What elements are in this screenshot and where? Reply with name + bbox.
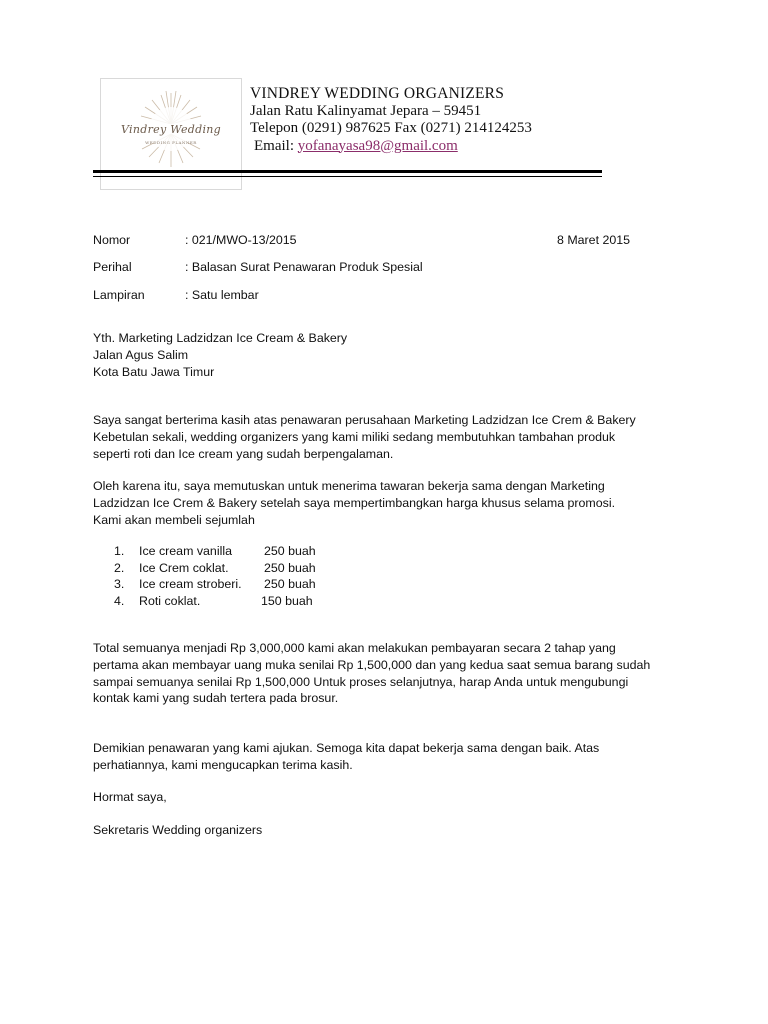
paragraph-line: seperti roti dan Ice cream yang sudah berpengalaman. — [93, 446, 394, 461]
company-name: VINDREY WEDDING ORGANIZERS — [250, 85, 505, 102]
recipient-line: Jalan Agus Salim — [93, 347, 189, 362]
item-quantity: 250 buah — [264, 577, 316, 591]
list-number: 3. — [114, 577, 125, 591]
paragraph-decision — [93, 478, 673, 528]
recipient-line: Yth. Marketing Ladzidzan Ice Cream & Bakery — [93, 331, 348, 345]
list-item — [93, 593, 393, 610]
paragraph-line: kontak kami yang sudah tertera pada brosur. — [93, 691, 339, 706]
nomor-label: Nomor — [93, 233, 131, 247]
paragraph-line: Demikian penawaran yang kami ajukan. Semoga kita dapat bekerja sama dengan baik. Atas — [93, 741, 600, 755]
perihal-value: : Balasan Surat Penawaran Produk Spesial — [185, 260, 423, 274]
company-address: Jalan Ratu Kalinyamat Jepara – 59451 — [250, 102, 482, 119]
letterhead-divider-thick — [93, 170, 602, 173]
closing-salutation — [93, 789, 673, 806]
email-label: Email: — [254, 137, 294, 154]
company-logo — [100, 78, 242, 190]
letterhead — [250, 85, 532, 155]
list-number: 1. — [114, 544, 125, 558]
item-quantity: 250 buah — [264, 544, 316, 558]
logo-script-text: Vindrey Wedding — [120, 123, 222, 136]
list-item — [93, 560, 393, 577]
item-name: Ice Crem coklat. — [139, 560, 229, 575]
perihal-label: Perihal — [93, 260, 132, 274]
paragraph-closing — [93, 740, 673, 774]
paragraph-payment — [93, 640, 673, 707]
recipient-block — [93, 330, 673, 380]
lampiran-label: Lampiran — [93, 288, 145, 302]
paragraph-line: Kami akan membeli sejumlah — [93, 512, 255, 527]
list-item — [93, 543, 393, 560]
letterhead-divider-thin — [93, 176, 602, 177]
paragraph-line: Oleh karena itu, saya memutuskan untuk menerima tawaran bekerja sama dengan Marketing — [93, 479, 605, 493]
lampiran-value: : Satu lembar — [185, 288, 259, 302]
paragraph-line: Kebetulan sekali, wedding organizers yang kami miliki sedang membutuhkan tambahan produk — [93, 429, 616, 444]
paragraph-line: sampai semuanya senilai Rp 1,500,000 Untuk proses selanjutnya, harap Anda untuk mengubungi — [93, 674, 629, 689]
item-name: Ice cream vanilla — [139, 544, 232, 558]
salutation-text: Hormat saya, — [93, 790, 167, 804]
paragraph-line: pertama akan membayar uang muka senilai Rp 1,500,000 dan yang kedua saat semua barang sudah — [93, 657, 651, 672]
company-phone-fax: Telepon (0291) 987625 Fax (0271) 214124253 — [250, 120, 532, 136]
item-name: Ice cream stroberi. — [139, 577, 242, 591]
paragraph-line: Ladzidzan Ice Crem & Bakery setelah saya mempertimbangkan harga khusus selama promosi. — [93, 495, 616, 510]
email-line — [250, 138, 532, 156]
email-link[interactable]: yofanayasa98@gmail.com — [297, 137, 458, 154]
paragraph-line: perhatiannya, kami mengucapkan terima kasih. — [93, 757, 353, 772]
list-number: 2. — [114, 560, 125, 575]
paragraph-line: Saya sangat berterima kasih atas penawaran perusahaan Marketing Ladzidzan Ice Crem & Bakery — [93, 413, 636, 427]
signature-text: Sekretaris Wedding organizers — [93, 823, 263, 837]
recipient-line: Kota Batu Jawa Timur — [93, 364, 215, 379]
paragraph-opening — [93, 412, 673, 462]
paragraph-line: Total semuanya menjadi Rp 3,000,000 kami akan melakukan pembayaran secara 2 tahap yang — [93, 641, 616, 655]
list-number: 4. — [114, 593, 125, 608]
item-quantity: 250 buah — [264, 560, 316, 575]
logo-subtext: WEDDING PLANNER — [145, 140, 197, 145]
order-list — [93, 543, 393, 609]
list-item — [93, 576, 393, 593]
closing-signature — [93, 822, 673, 839]
letter-date: 8 Maret 2015 — [557, 233, 631, 247]
item-quantity: 150 buah — [261, 593, 313, 608]
item-name: Roti coklat. — [139, 593, 201, 608]
nomor-value: : 021/MWO-13/2015 — [185, 233, 297, 247]
